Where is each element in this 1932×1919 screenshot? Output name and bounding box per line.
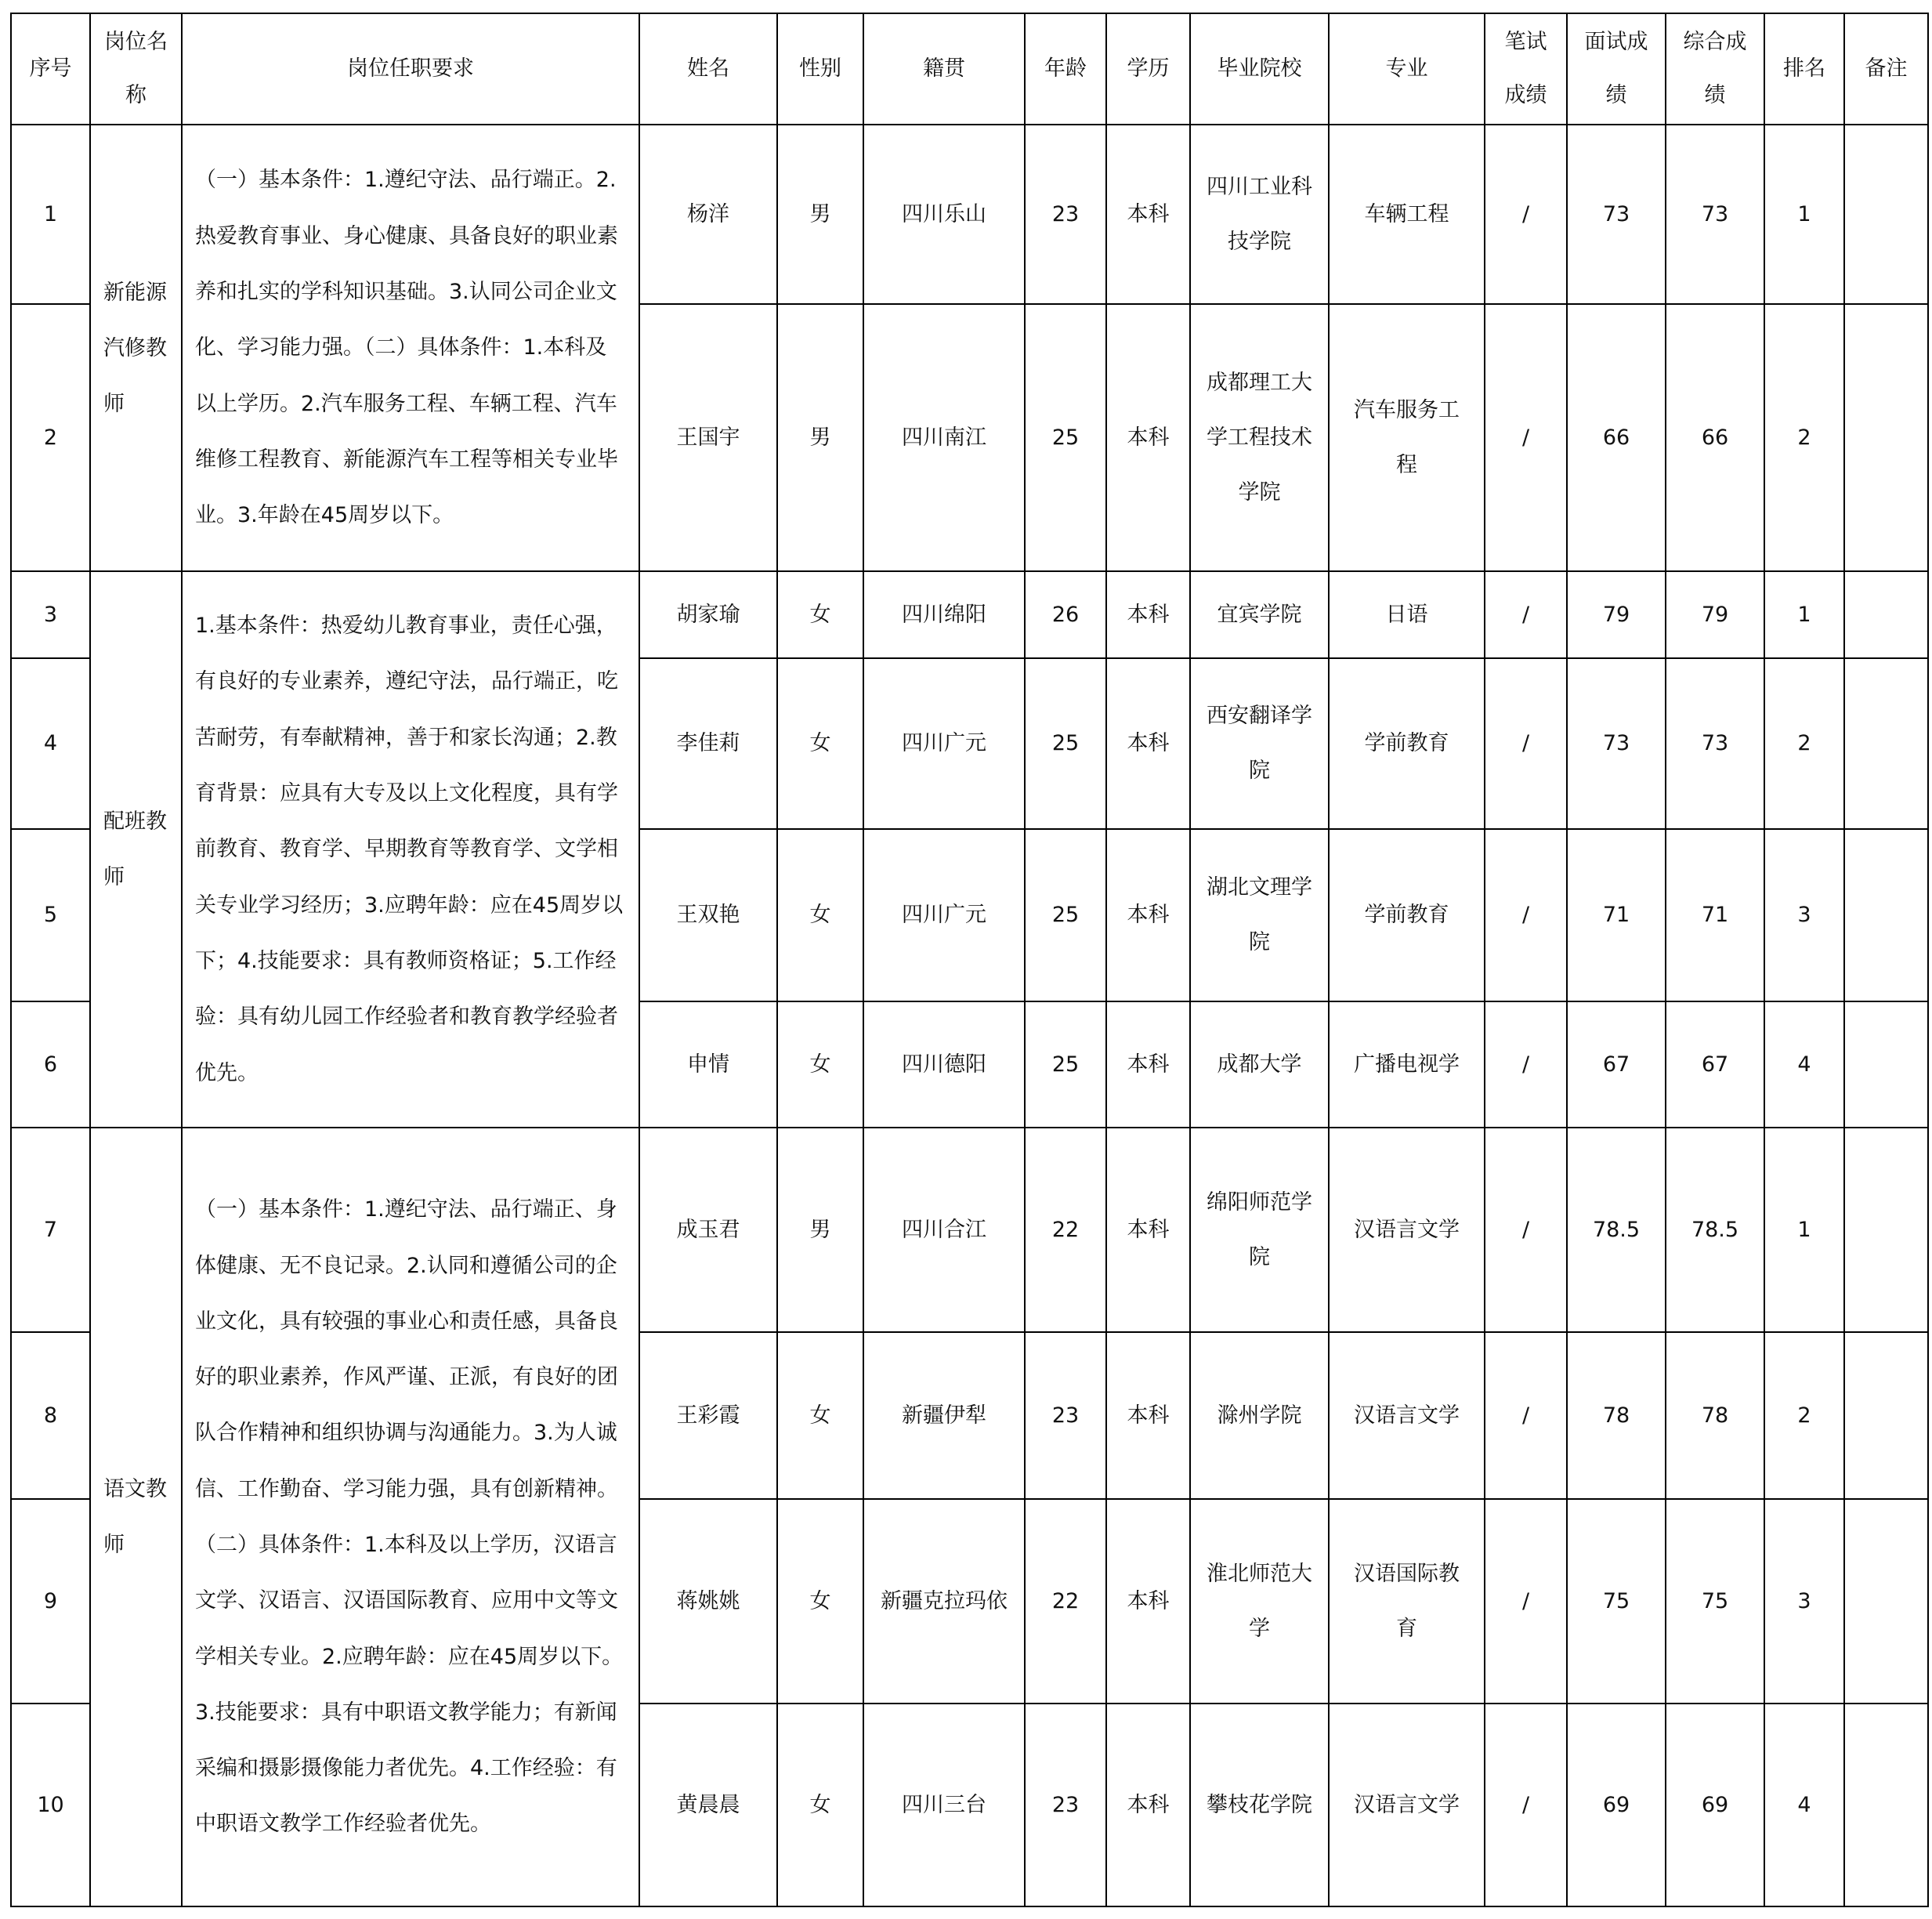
major: 汉语言文学: [1329, 1332, 1485, 1499]
school: 宜宾学院: [1190, 571, 1329, 658]
total-score: 78.5: [1666, 1128, 1764, 1332]
school: 绵阳师范学院: [1190, 1128, 1329, 1332]
education: 本科: [1106, 1001, 1190, 1128]
rank: 4: [1764, 1704, 1844, 1906]
written-score: /: [1485, 1499, 1567, 1704]
rank: 3: [1764, 1499, 1844, 1704]
origin: 四川合江: [863, 1128, 1025, 1332]
origin: 四川广元: [863, 829, 1025, 1001]
school: 四川工业科技学院: [1190, 125, 1329, 304]
position-requirements: （一）基本条件：1.遵纪守法、品行端正、身体健康、无不良记录。2.认同和遵循公司的企业文化，具有较强的事业心和责任感，具备良好的职业素养，作风严谨、正派，有良好的团队合作精神和组织协调与沟通能力。3.为人诚信、工作勤奋、学习能力强，具有创新精神。（二）具体条件：1.本科及以上学历，汉语言文学、汉语言、汉语国际教育、应用中文等文学相关专业。2.应聘年龄：应在45周岁以下。3.技能要求：具有中职语文教学能力；有新闻采编和摄影摄像能力者优先。4.工作经验：有中职语文教学工作经验者优先。: [182, 1128, 639, 1906]
total-score: 78: [1666, 1332, 1764, 1499]
table-row: [11, 125, 1928, 304]
note: [1844, 829, 1928, 1001]
row-index: 6: [11, 1001, 90, 1128]
education: 本科: [1106, 1704, 1190, 1906]
age: 23: [1025, 1332, 1106, 1499]
school: 成都大学: [1190, 1001, 1329, 1128]
header-row: [11, 13, 1928, 125]
candidate-name: 申情: [639, 1001, 777, 1128]
gender: 男: [777, 125, 863, 304]
school: 湖北文理学院: [1190, 829, 1329, 1001]
gender: 女: [777, 1499, 863, 1704]
major: 汉语言文学: [1329, 1704, 1485, 1906]
written-score: /: [1485, 1001, 1567, 1128]
total-score: 73: [1666, 125, 1764, 304]
rank: 1: [1764, 125, 1844, 304]
gender: 女: [777, 829, 863, 1001]
candidate-name: 王国宇: [639, 304, 777, 571]
header-rank: 排名: [1764, 13, 1844, 125]
education: 本科: [1106, 1499, 1190, 1704]
origin: 四川德阳: [863, 1001, 1025, 1128]
candidate-name: 杨洋: [639, 125, 777, 304]
age: 23: [1025, 1704, 1106, 1906]
position-requirements: 1.基本条件：热爱幼儿教育事业，责任心强，有良好的专业素养，遵纪守法，品行端正，吃苦耐劳，有奉献精神，善于和家长沟通；2.教育背景：应具有大专及以上文化程度，具有学前教育、教育学、早期教育等教育学、文学相关专业学习经历；3.应聘年龄：应在45周岁以下；4.技能要求：具有教师资格证；5.工作经验：具有幼儿园工作经验者和教育教学经验者优先。: [182, 571, 639, 1128]
written-score: /: [1485, 658, 1567, 829]
position-name: 语文教师: [90, 1128, 182, 1906]
age: 25: [1025, 829, 1106, 1001]
note: [1844, 304, 1928, 571]
note: [1844, 1001, 1928, 1128]
written-score: /: [1485, 1332, 1567, 1499]
written-score: /: [1485, 1704, 1567, 1906]
origin: 四川广元: [863, 658, 1025, 829]
candidate-name: 成玉君: [639, 1128, 777, 1332]
header-gender: 性别: [777, 13, 863, 125]
position-name: 新能源汽修教师: [90, 125, 182, 571]
written-score: /: [1485, 125, 1567, 304]
row-index: 8: [11, 1332, 90, 1499]
total-score: 73: [1666, 658, 1764, 829]
education: 本科: [1106, 125, 1190, 304]
interview-score: 78.5: [1567, 1128, 1666, 1332]
header-index: 序号: [11, 13, 90, 125]
major: 车辆工程: [1329, 125, 1485, 304]
age: 25: [1025, 658, 1106, 829]
header-interview-score: 面试成绩: [1567, 13, 1666, 125]
education: 本科: [1106, 304, 1190, 571]
interview-score: 78: [1567, 1332, 1666, 1499]
rank: 2: [1764, 1332, 1844, 1499]
major: 日语: [1329, 571, 1485, 658]
header-requirements: 岗位任职要求: [182, 13, 639, 125]
interview-score: 71: [1567, 829, 1666, 1001]
school: 成都理工大学工程技术学院: [1190, 304, 1329, 571]
education: 本科: [1106, 571, 1190, 658]
written-score: /: [1485, 304, 1567, 571]
age: 26: [1025, 571, 1106, 658]
interview-score: 75: [1567, 1499, 1666, 1704]
rank: 2: [1764, 658, 1844, 829]
written-score: /: [1485, 1128, 1567, 1332]
candidate-name: 李佳莉: [639, 658, 777, 829]
school: 淮北师范大学: [1190, 1499, 1329, 1704]
candidate-name: 胡家瑜: [639, 571, 777, 658]
total-score: 75: [1666, 1499, 1764, 1704]
gender: 女: [777, 1332, 863, 1499]
rank: 2: [1764, 304, 1844, 571]
education: 本科: [1106, 1128, 1190, 1332]
interview-score: 66: [1567, 304, 1666, 571]
interview-score: 73: [1567, 658, 1666, 829]
note: [1844, 1704, 1928, 1906]
interview-score: 69: [1567, 1704, 1666, 1906]
header-school: 毕业院校: [1190, 13, 1329, 125]
candidate-name: 王双艳: [639, 829, 777, 1001]
note: [1844, 1499, 1928, 1704]
major: 学前教育: [1329, 829, 1485, 1001]
row-index: 3: [11, 571, 90, 658]
header-major: 专业: [1329, 13, 1485, 125]
origin: 四川三台: [863, 1704, 1025, 1906]
row-index: 10: [11, 1704, 90, 1906]
header-education: 学历: [1106, 13, 1190, 125]
school: 西安翻译学院: [1190, 658, 1329, 829]
row-index: 7: [11, 1128, 90, 1332]
total-score: 66: [1666, 304, 1764, 571]
origin: 新疆伊犁: [863, 1332, 1025, 1499]
header-name: 姓名: [639, 13, 777, 125]
major: 汉语言文学: [1329, 1128, 1485, 1332]
rank: 1: [1764, 571, 1844, 658]
age: 22: [1025, 1128, 1106, 1332]
table-row: [11, 1128, 1928, 1332]
written-score: /: [1485, 571, 1567, 658]
note: [1844, 571, 1928, 658]
header-age: 年龄: [1025, 13, 1106, 125]
gender: 男: [777, 304, 863, 571]
position-name: 配班教师: [90, 571, 182, 1128]
major: 汽车服务工程: [1329, 304, 1485, 571]
gender: 男: [777, 1128, 863, 1332]
education: 本科: [1106, 658, 1190, 829]
row-index: 9: [11, 1499, 90, 1704]
total-score: 79: [1666, 571, 1764, 658]
major: 广播电视学: [1329, 1001, 1485, 1128]
age: 22: [1025, 1499, 1106, 1704]
header-written-score: 笔试成绩: [1485, 13, 1567, 125]
gender: 女: [777, 571, 863, 658]
header-note: 备注: [1844, 13, 1928, 125]
rank: 4: [1764, 1001, 1844, 1128]
school: 攀枝花学院: [1190, 1704, 1329, 1906]
age: 25: [1025, 304, 1106, 571]
candidate-results-table: [10, 13, 1929, 1907]
education: 本科: [1106, 1332, 1190, 1499]
origin: 四川乐山: [863, 125, 1025, 304]
row-index: 4: [11, 658, 90, 829]
row-index: 2: [11, 304, 90, 571]
origin: 新疆克拉玛依: [863, 1499, 1025, 1704]
origin: 四川绵阳: [863, 571, 1025, 658]
school: 滁州学院: [1190, 1332, 1329, 1499]
note: [1844, 658, 1928, 829]
candidate-name: 黄晨晨: [639, 1704, 777, 1906]
gender: 女: [777, 658, 863, 829]
total-score: 67: [1666, 1001, 1764, 1128]
age: 23: [1025, 125, 1106, 304]
header-total-score: 综合成绩: [1666, 13, 1764, 125]
major: 学前教育: [1329, 658, 1485, 829]
total-score: 71: [1666, 829, 1764, 1001]
row-index: 5: [11, 829, 90, 1001]
table-row: [11, 571, 1928, 658]
rank: 3: [1764, 829, 1844, 1001]
interview-score: 67: [1567, 1001, 1666, 1128]
header-position: 岗位名称: [90, 13, 182, 125]
interview-score: 79: [1567, 571, 1666, 658]
candidate-name: 王彩霞: [639, 1332, 777, 1499]
row-index: 1: [11, 125, 90, 304]
candidate-name: 蒋姚姚: [639, 1499, 777, 1704]
origin: 四川南江: [863, 304, 1025, 571]
position-requirements: （一）基本条件：1.遵纪守法、品行端正。2.热爱教育事业、身心健康、具备良好的职业素养和扎实的学科知识基础。3.认同公司企业文化、学习能力强。（二）具体条件：1.本科及以上学历。2.汽车服务工程、车辆工程、汽车维修工程教育、新能源汽车工程等相关专业毕业。3.年龄在45周岁以下。: [182, 125, 639, 571]
note: [1844, 1128, 1928, 1332]
rank: 1: [1764, 1128, 1844, 1332]
gender: 女: [777, 1704, 863, 1906]
education: 本科: [1106, 829, 1190, 1001]
written-score: /: [1485, 829, 1567, 1001]
note: [1844, 125, 1928, 304]
gender: 女: [777, 1001, 863, 1128]
note: [1844, 1332, 1928, 1499]
total-score: 69: [1666, 1704, 1764, 1906]
header-origin: 籍贯: [863, 13, 1025, 125]
major: 汉语国际教育: [1329, 1499, 1485, 1704]
interview-score: 73: [1567, 125, 1666, 304]
age: 25: [1025, 1001, 1106, 1128]
